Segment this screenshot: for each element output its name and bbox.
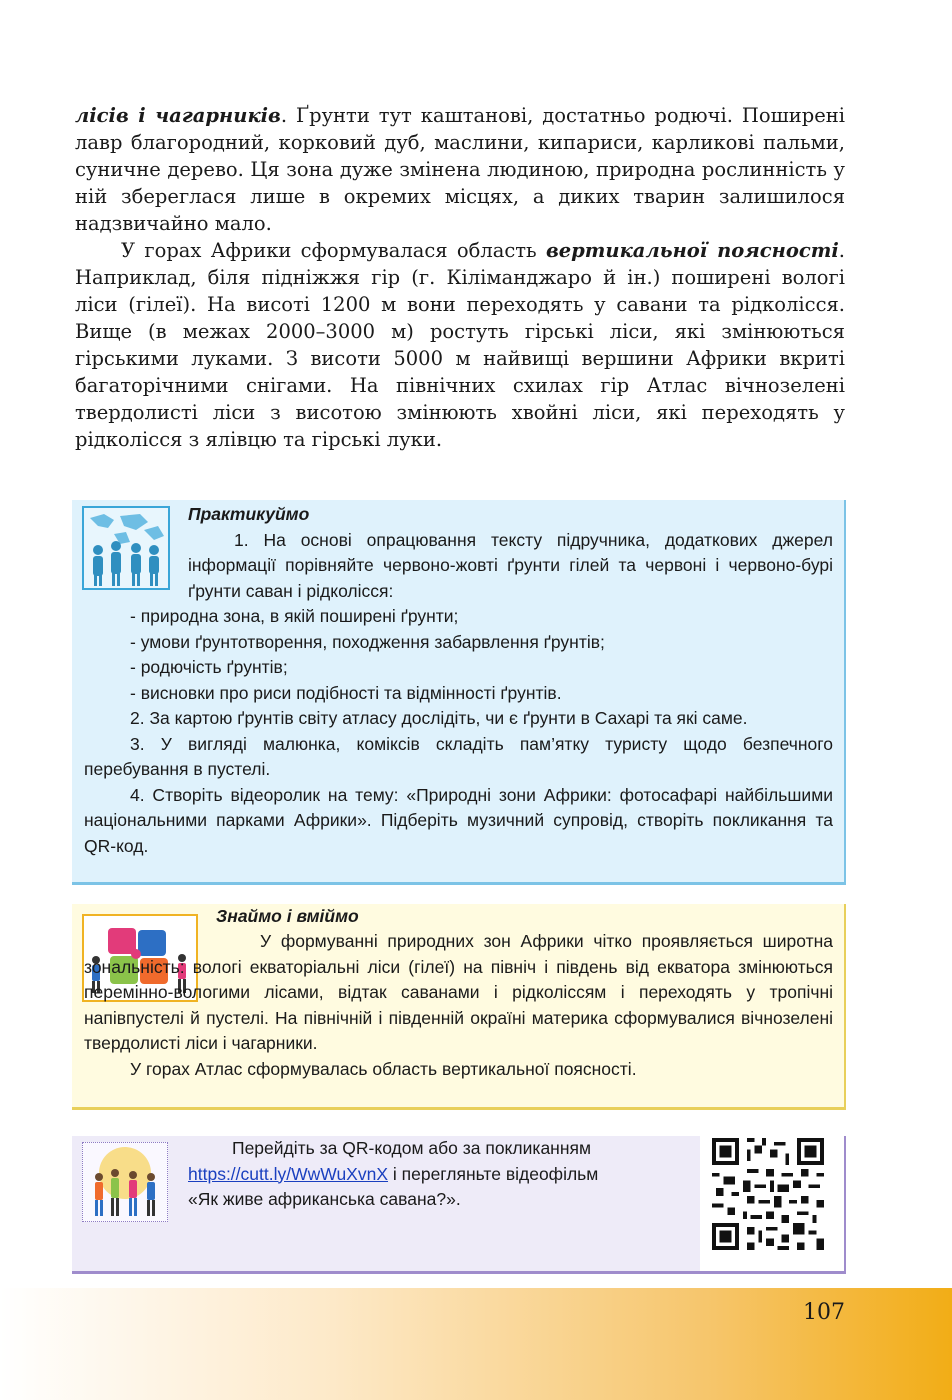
paragraph-2-before: У горах Африки сформувалася область (121, 239, 546, 262)
qr-code-panel (700, 1136, 844, 1271)
qr-code-icon[interactable] (712, 1138, 824, 1250)
paragraph-1-text: . Ґрунти тут каштанові, достатньо родючі. Поширені лавр благородний, корковий дуб, маслини, кипариси, карликові пальми, суничне дерево. Ця зона дуже змінена людиною, природна рослинність у ній збереглася лише в окремих місцях, а диких тварин залишилося надзвичайно мало. (75, 104, 845, 235)
qr-box (72, 1136, 846, 1274)
practice-task-1: 1. На основі опрацювання тексту підручника, додаткових джерел інформації порівняйте червоно-жовті ґрунти гілей та червоні і червоно-бурі ґрунти саван і рідколісся: (188, 529, 833, 601)
know-body (84, 929, 833, 1082)
practice-box (72, 500, 846, 885)
qr-text (188, 1136, 708, 1213)
practice-bullet: - природна зона, в якій поширені ґрунти; (130, 606, 459, 626)
term-forests-shrubs: лісів і чагарників (75, 104, 281, 127)
practice-task-4: 4. Створіть відеоролик на тему: «Природні зони Африки: фотосафарі найбільшими національними парками Африки». Підберіть музичний супровід, створіть покликання та QR-код. (84, 784, 833, 856)
practice-task-3: 3. У вигляді малюнка, коміксів складіть пам’ятку туристу щодо безпечного перебування в пустелі. (84, 733, 833, 779)
practice-tasks (84, 706, 833, 859)
video-link[interactable]: https://cutt.ly/WwWuXvnX (188, 1163, 389, 1184)
practice-bullet: - висновки про риси подібності та відмінності ґрунтів. (130, 682, 562, 703)
know-header (216, 904, 833, 930)
qr-line-3: «Як живе африканська савана?». (188, 1189, 461, 1209)
body-text (75, 102, 845, 453)
paragraph-2-after: . Наприклад, біля підніжжя гір (г. Кіліманджаро й ін.) поширені вологі ліси (гілеї). На висоті 1200 м вони переходять у савани та рідколісся. Вище (в межах 2000–3000 м) ростуть гірські ліси, які змінюються гірськими луками. З висоти 5000 м найвищі вершини Африки вкриті багаторічними снігами. На північних схилах гір Атлас вічнозелені твердолисті ліси з висотою змінюють хвойні ліси, які переходять у рідколісся з ялівцю та гірські луки. (75, 239, 845, 451)
practice-task-2: 2. За картою ґрунтів світу атласу дослідіть, чи є ґрунти в Сахарі та які саме. (130, 708, 748, 728)
people-group-icon (82, 1142, 168, 1222)
know-text-2: У горах Атлас сформувалась область вертикальної поясності. (130, 1058, 637, 1079)
practice-bullet: - родючість ґрунтів; (130, 657, 288, 677)
qr-line-2 (188, 1162, 708, 1188)
paragraph-2 (75, 237, 845, 453)
qr-line-2-text: і перегляньте відеофільм (388, 1163, 599, 1184)
practice-bullets (130, 604, 840, 706)
paragraph-1 (75, 102, 845, 237)
practice-header (188, 502, 833, 604)
term-vertical-zonation: вертикальної поясності (545, 239, 839, 262)
world-map-people-icon (82, 506, 170, 590)
qr-line-1: Перейдіть за QR-кодом або за покликанням (232, 1138, 592, 1158)
practice-bullet: - умови ґрунтотворення, походження забарвлення ґрунтів; (130, 631, 605, 652)
know-box (72, 904, 846, 1110)
page-number: 107 (803, 1300, 845, 1325)
practice-title: Практикуймо (188, 504, 310, 524)
know-text-1: У формуванні природних зон Африки чітко проявляється широтна зональність: вологі екваторіальні ліси (гілеї) на північ і південь від екватора змінюються перемінно-вологими лісами, відтак саванами і рідколіссям і переходять у тропічні напівпустелі й пустелі. На північній і південній окраїні материка сформувалися вічнозелені твердолисті ліси і чагарники. (84, 931, 833, 1053)
know-title: Знаймо і вміймо (216, 906, 359, 926)
